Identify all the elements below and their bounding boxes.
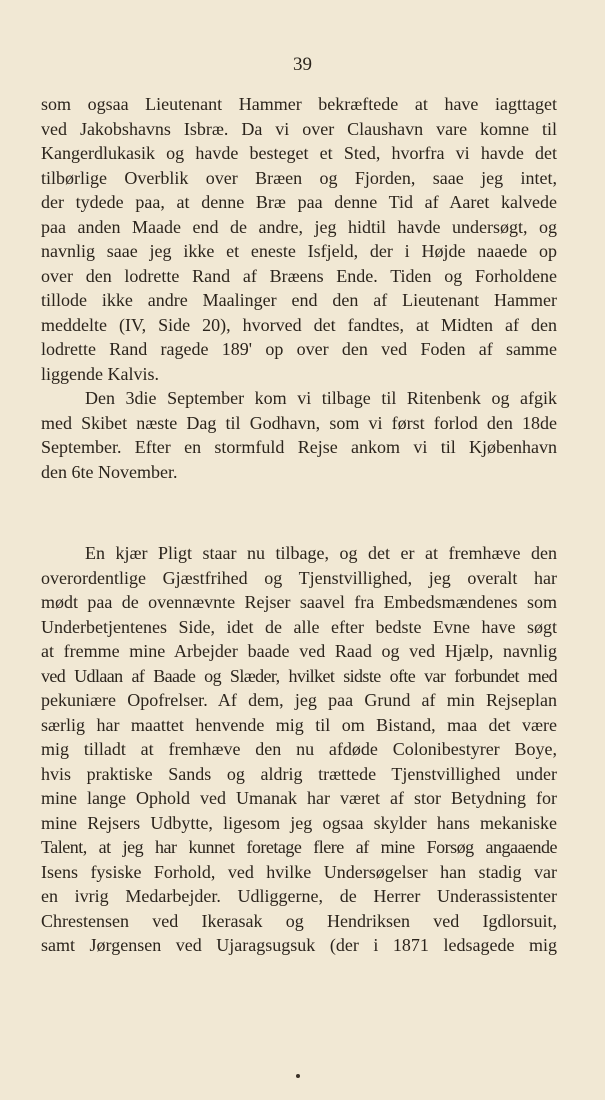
text-line: tilbørlige Overblik over Bræen og Fjorden, saae jeg intet,	[41, 167, 557, 188]
text-line: der tydede paa, at denne Bræ paa denne Tid af Aaret kalvede	[41, 192, 557, 212]
text-line: en ivrig Medarbejder. Udliggerne, de Herrer Underassistenter	[41, 886, 557, 906]
paragraph-1	[41, 92, 557, 386]
text-line: som ogsaa Lieutenant Hammer bekræftede at have iagttaget	[41, 94, 557, 114]
text-line: lodrette Rand ragede 189' op over den ved Foden af samme	[41, 339, 557, 359]
text-line: Isens fysiske Forhold, ved hvilke Undersøgelser han stadig var	[41, 861, 557, 882]
paragraph-3	[41, 541, 557, 958]
text-line: mine Rejsers Udbytte, ligesom jeg ogsaa skylder hans mekaniske	[41, 812, 557, 833]
text-line: overordentlige Gjæstfrihed og Tjenstvillighed, jeg overalt har	[41, 567, 557, 588]
text-line: at fremme mine Arbejder baade ved Raad og ved Hjælp, navnlig	[41, 641, 557, 661]
text-line: ved Udlaan af Baade og Slæder, hvilket sidste ofte var forbundet med	[41, 665, 557, 686]
text-line: Den 3die September kom vi tilbage til Ritenbenk og afgik	[85, 388, 557, 408]
text-line: Chrestensen ved Ikerasak og Hendriksen ved Igdlorsuit,	[41, 910, 557, 931]
text-line: mig tilladt at fremhæve den nu afdøde Colonibestyrer Boye,	[41, 739, 557, 759]
text-line: særlig har maattet henvende mig til om Bistand, maa det være	[41, 714, 557, 735]
printer-mark	[296, 1074, 300, 1078]
text-line: September. Efter en stormfuld Rejse ankom vi til Kjøbenhavn	[41, 437, 557, 457]
paragraph-2	[41, 386, 557, 484]
text-line: Kangerdlukasik og havde besteget et Sted, hvorfra vi havde det	[41, 143, 557, 163]
text-line: hvis praktiske Sands og aldrig trættede Tjenstvillighed under	[41, 763, 557, 784]
page-number: 39	[293, 54, 312, 75]
text-line: paa anden Maade end de andre, jeg hidtil havde undersøgt, og	[41, 216, 557, 237]
text-line: mødt paa de ovennævnte Rejser saavel fra Embedsmændenes som	[41, 592, 557, 612]
text-line: samt Jørgensen ved Ujaragsugsuk (der i 1871 ledsagede mig	[41, 935, 557, 955]
text-line: med Skibet næste Dag til Godhavn, som vi først forlod den 18de	[41, 412, 557, 433]
text-line: En kjær Pligt staar nu tilbage, og det er at fremhæve den	[85, 543, 557, 563]
text-line: Talent, at jeg har kunnet foretage flere af mine Forsøg angaaende	[41, 837, 557, 857]
text-line: liggende Kalvis.	[41, 363, 159, 384]
text-line: mine lange Ophold ved Umanak har været af stor Betydning for	[41, 788, 557, 808]
text-line: over den lodrette Rand af Bræens Ende. Tiden og Forholdene	[41, 265, 557, 286]
text-line: navnlig saae jeg ikke et eneste Isfjeld, der i Højde naaede op	[41, 241, 557, 261]
text-line: meddelte (IV, Side 20), hvorved det fandtes, at Midten af den	[41, 314, 557, 335]
text-line: den 6te November.	[41, 461, 178, 482]
text-line: Underbetjentenes Side, idet de alle efter bedste Evne have søgt	[41, 616, 557, 637]
text-line: ved Jakobshavns Isbræ. Da vi over Claushavn vare komne til	[41, 118, 557, 139]
text-line: tillode ikke andre Maalinger end den af Lieutenant Hammer	[41, 290, 557, 310]
text-line: pekuniære Opofrelser. Af dem, jeg paa Grund af min Rejseplan	[41, 690, 557, 710]
